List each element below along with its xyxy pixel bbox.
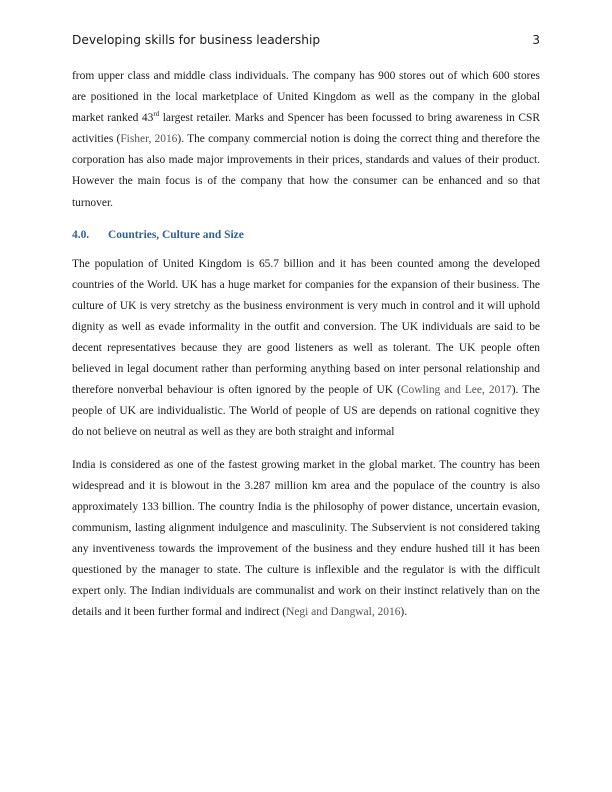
ordinal-suffix: rd <box>153 110 160 119</box>
paragraph-2 <box>72 254 540 444</box>
citation: Cowling and Lee, 2017 <box>400 384 512 397</box>
paragraph-3-text: India is considered as one of the fastest growing market in the global market. The country has been widespread and it is blowout in the 3.287 million km area and the populace of the country is also approximately 133 billion. The country India is the philosophy of power distance, uncertain evasion, communism, lasting alignment indulgence and masculinity. The Subservient is not considered taking any inventiveness towards the improvement of the business and they endure hushed till it has been questioned by the manager to state. The culture is inflexible and the regulator is with the difficult expert only. The Indian individuals are communalist and work on their instinct relatively than on the details and it been further formal and indirect ( <box>72 458 540 619</box>
section-number: 4.0. <box>72 228 90 241</box>
section-heading <box>72 226 540 244</box>
paragraph-1-text-end: ). The company commercial notion is doing the correct thing and therefore the corporation has also made major improvements in their prices, standards and values of their product. However the main focus is of the company that how the consumer can be enhanced and so that turnover. <box>72 133 540 209</box>
citation: Fisher, 2016 <box>120 133 178 146</box>
page-header <box>72 33 540 47</box>
section-title: Countries, Culture and Size <box>108 228 244 241</box>
paragraph-1-text-cont: largest retailer. Marks and Spencer has been focussed to bring awareness in CSR activities ( <box>72 112 540 146</box>
citation: Negi and Dangwal, 2016 <box>286 606 401 619</box>
paragraph-1 <box>72 66 540 214</box>
page-number: 3 <box>532 33 540 47</box>
paragraph-3-text-end: ). <box>400 606 408 619</box>
paragraph-2-text: The population of United Kingdom is 65.7 billion and it has been counted among the developed countries of the World. UK has a huge market for companies for the expansion of their business. The culture of UK is very stretchy as the business environment is very much in control and it will uphold dignity as well as evade informality in the outfit and conversion. The UK individuals are said to be decent representatives because they are good listeners as well as tolerant. The UK people often believed in legal document rather than performing anything based on inter personal relationship and therefore nonverbal behaviour is often ignored by the people of UK ( <box>72 257 540 397</box>
paragraph-2-text-end: ). The people of UK are individualistic. The World of people of US are depends on rational cognitive they do not believe on neutral as well as they are both straight and informal <box>72 384 541 439</box>
body-text <box>72 66 540 623</box>
paragraph-3 <box>72 455 540 624</box>
header-title: Developing skills for business leadership <box>72 33 321 47</box>
paragraph-1-text: from upper class and middle class individuals. The company has 900 stores out of which 600 stores are positioned in the local marketplace of United Kingdom as well as the company in the global market ranked 43 <box>72 70 540 125</box>
